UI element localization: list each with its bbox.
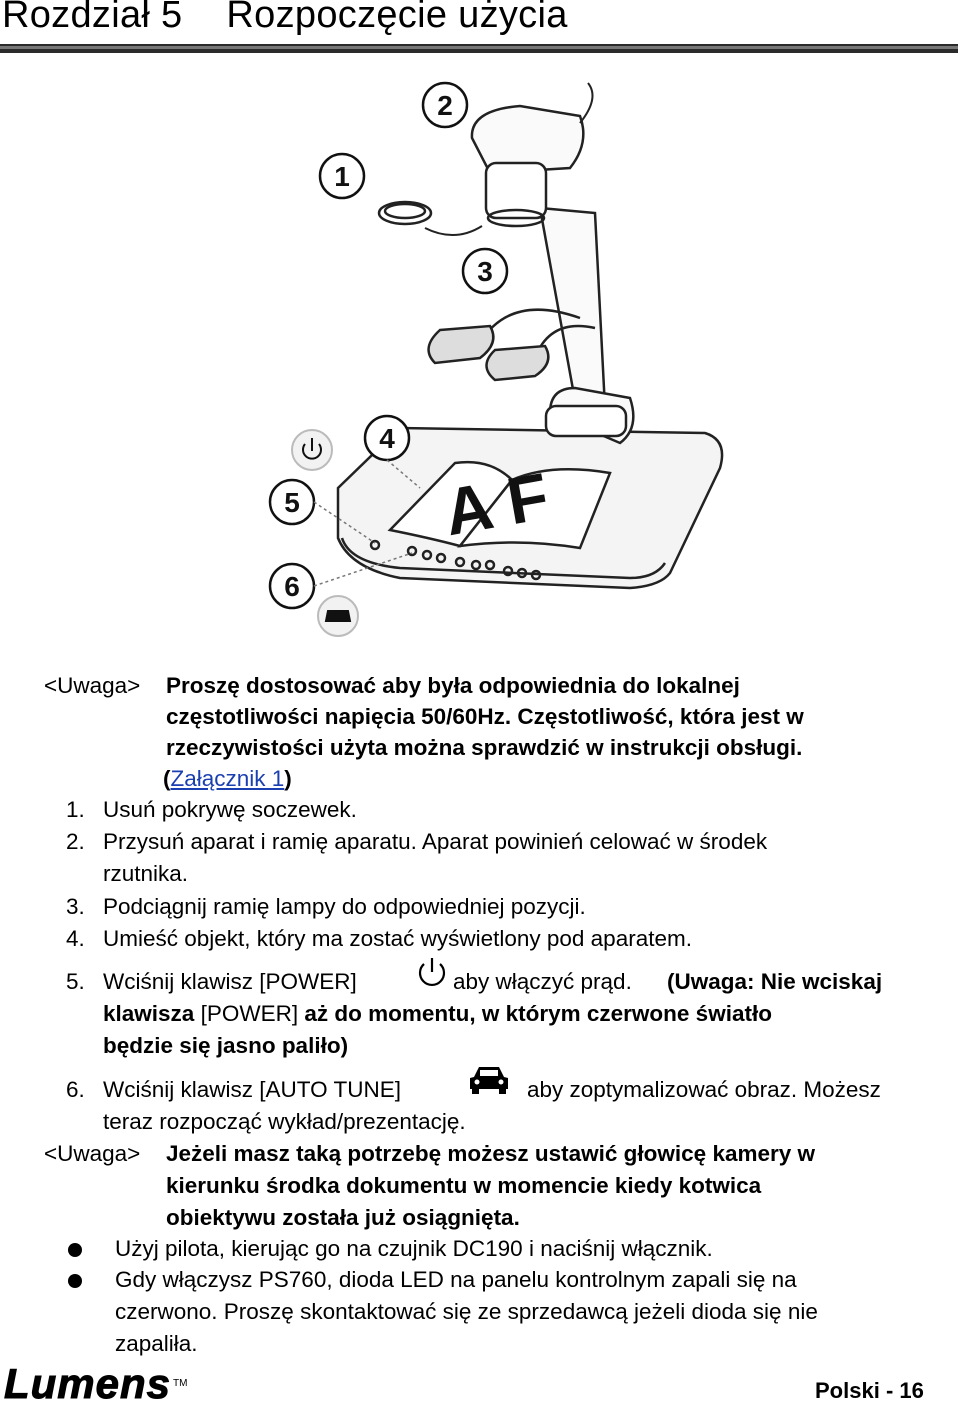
chapter-title: Rozpoczęcie użycia <box>226 0 568 36</box>
svg-text:5: 5 <box>284 487 300 518</box>
step-4-num: 4. <box>66 926 85 951</box>
step-3-text: Podciągnij ramię lampy do odpowiedniej pozycji. <box>103 894 586 919</box>
step-6-text-b: aby zoptymalizować obraz. Możesz <box>527 1077 881 1102</box>
note2-line2: kierunku środka dokumentu w momencie kiedy kotwica <box>166 1173 762 1198</box>
note2-tag: <Uwaga> <box>44 1141 141 1166</box>
note1-line4: (Załącznik 1) <box>163 766 292 791</box>
svg-text:4: 4 <box>379 423 395 454</box>
callout-2 <box>423 83 467 127</box>
step-5-warning-a: (Uwaga: Nie wciskaj <box>667 969 883 994</box>
step-5-num: 5. <box>66 969 85 994</box>
step-5-warning-c: będzie się jasno paliło) <box>103 1033 349 1058</box>
note2-line1: Jeżeli masz taką potrzebę możesz ustawić głowicę kamery w <box>166 1141 816 1166</box>
step-2-text: Przysuń aparat i ramię aparatu. Aparat powinień celować w środek <box>103 829 768 854</box>
step-6-num: 6. <box>66 1077 85 1102</box>
note1-tag: <Uwaga> <box>44 673 141 698</box>
step-6-text-cont: teraz rozpocząć wykład/prezentację. <box>103 1109 466 1134</box>
note2-line3: obiektywu została już osiągnięta. <box>166 1205 520 1230</box>
callout-6 <box>270 564 314 608</box>
callout-3 <box>463 249 507 293</box>
car-icon <box>466 1063 512 1097</box>
power-icon <box>292 430 332 470</box>
page-number: 16 <box>899 1378 924 1403</box>
document-camera-illustration <box>250 68 750 658</box>
bullet-dot <box>68 1243 82 1257</box>
step-2-text-cont: rzutnika. <box>103 861 189 886</box>
step-1-num: 1. <box>66 797 85 822</box>
step-6-text-a: Wciśnij klawisz [AUTO TUNE] <box>103 1077 401 1102</box>
step-1-text: Usuń pokrywę soczewek. <box>103 797 357 822</box>
svg-text:3: 3 <box>477 256 493 287</box>
step-4-text: Umieść objekt, który ma zostać wyświetlony pod aparatem. <box>103 926 692 951</box>
step-3-num: 3. <box>66 894 85 919</box>
step-5-text-a: Wciśnij klawisz [POWER] <box>103 969 357 994</box>
book-letters: A F <box>438 458 554 550</box>
callout-1 <box>320 154 364 198</box>
bullet-2-line1: Gdy włączysz PS760, dioda LED na panelu kontrolnym zapali się na <box>115 1267 797 1292</box>
svg-text:1: 1 <box>334 161 350 192</box>
bullet-dot <box>68 1274 82 1288</box>
header-rule <box>0 44 958 53</box>
svg-text:2: 2 <box>437 90 453 121</box>
page-title <box>2 0 568 37</box>
svg-text:6: 6 <box>284 571 300 602</box>
lumens-logo: Lumens ™ <box>4 1360 188 1407</box>
page-footer <box>815 1378 924 1404</box>
step-2-num: 2. <box>66 829 85 854</box>
chapter-label: Rozdział 5 <box>2 0 183 36</box>
note1-line2: częstotliwości napięcia 50/60Hz. Częstotliwość, która jest w <box>166 704 804 729</box>
footer-separator: - <box>885 1378 894 1403</box>
car-icon <box>318 596 358 636</box>
callout-4 <box>365 416 409 460</box>
bullet-2-line2: czerwono. Proszę skontaktować się ze sprzedawcą jeżeli dioda się nie <box>115 1299 818 1324</box>
appendix-link[interactable]: Załącznik 1 <box>170 766 285 791</box>
callout-5 <box>270 480 314 524</box>
step-5-text-b: aby włączyć prąd. <box>453 969 632 994</box>
bullet-1-text: Użyj pilota, kierując go na czujnik DC190 i naciśnij włącznik. <box>115 1236 713 1261</box>
step-5-warning-b: klawisza [POWER] aż do momentu, w którym czerwone światło <box>103 1001 772 1026</box>
bullet-2-line3: zapaliła. <box>115 1331 198 1356</box>
power-icon <box>414 954 450 990</box>
note1-line3: rzeczywistości użyta można sprawdzić w instrukcji obsługi. <box>166 735 803 760</box>
footer-language: Polski <box>815 1378 880 1403</box>
note1-line1: Proszę dostosować aby była odpowiednia do lokalnej <box>166 673 740 698</box>
